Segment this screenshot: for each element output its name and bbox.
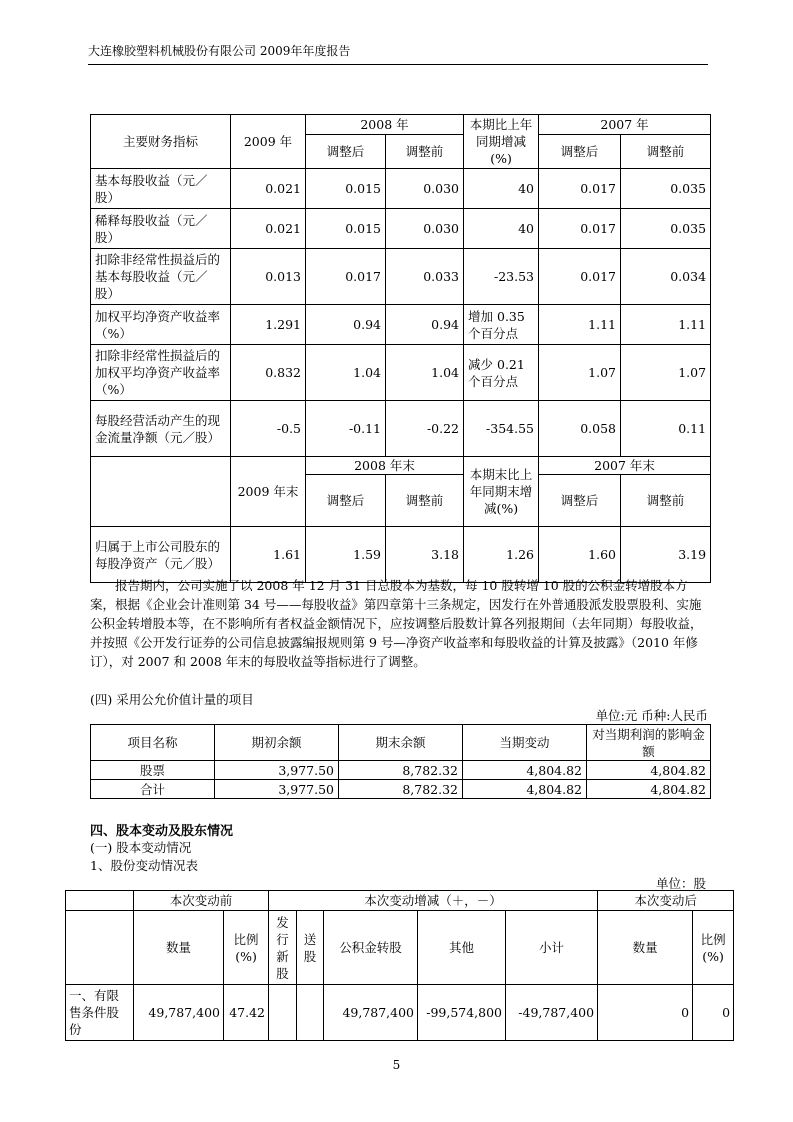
header-indicator: 主要财务指标 bbox=[91, 115, 231, 169]
sc-header-ratio-after: 比例(%) bbox=[693, 911, 734, 985]
fv-header-name: 项目名称 bbox=[91, 725, 215, 761]
cell-2009: 0.832 bbox=[231, 345, 306, 401]
row-label: 每股经营活动产生的现金流量净额（元／股） bbox=[91, 401, 231, 457]
cell-2007-after: 0.058 bbox=[539, 401, 621, 457]
share-change-table bbox=[65, 890, 734, 1041]
cell-2009: 0.021 bbox=[231, 209, 306, 249]
header-change: 本期比上年同期增减(%) bbox=[464, 115, 539, 169]
sc-header-change: 本次变动增减（＋，－） bbox=[269, 891, 598, 911]
sc-header-subtotal: 小计 bbox=[506, 911, 598, 985]
sc-header-ratio: 比例(%) bbox=[224, 911, 269, 985]
fv-cell-name: 合计 bbox=[91, 780, 215, 799]
sc-header-after: 本次变动后 bbox=[598, 891, 734, 911]
cell-change: 40 bbox=[464, 209, 539, 249]
cell-2007-after: 1.60 bbox=[539, 527, 621, 583]
cell-2008-before: 1.04 bbox=[386, 345, 464, 401]
section4-sub1: (一) 股本变动情况 bbox=[90, 840, 192, 855]
cell-change: 增加 0.35 个百分点 bbox=[464, 305, 539, 345]
cell-2008-before: -0.22 bbox=[386, 401, 464, 457]
page-header bbox=[88, 42, 708, 65]
sc-header-blank bbox=[66, 891, 134, 911]
sc-row-label: 一、有限售条件股份 bbox=[66, 985, 134, 1041]
sc-cell-ratio-after: 0 bbox=[693, 985, 734, 1041]
header-2008-adjusted-before: 调整前 bbox=[386, 135, 464, 169]
row-label: 扣除非经常性损益后的基本每股收益（元／股） bbox=[91, 249, 231, 305]
cell-2008-after: 0.015 bbox=[306, 209, 386, 249]
cell-change: -354.55 bbox=[464, 401, 539, 457]
table-row bbox=[91, 761, 711, 780]
cell-2007-after: 0.017 bbox=[539, 169, 621, 209]
section4-title: 四、股本变动及股东情况 bbox=[90, 824, 234, 839]
sc-cell-other: -99,574,800 bbox=[418, 985, 506, 1041]
fv-cell-impact: 4,804.82 bbox=[587, 761, 711, 780]
cell-2008-after: 1.04 bbox=[306, 345, 386, 401]
fv-cell-name: 股票 bbox=[91, 761, 215, 780]
cell-2009: 1.291 bbox=[231, 305, 306, 345]
fv-cell-close: 8,782.32 bbox=[339, 780, 463, 799]
fair-value-table bbox=[90, 724, 711, 799]
header-2009: 2009 年 bbox=[231, 115, 306, 169]
adjustment-paragraph: 报告期内，公司实施了以 2008 年 12 月 31 日总股本为基数，每 10 股转增 10 股的公积金转增股本方案，根据《企业会计准则第 34 号——每股收益》第四章第十三条规定，因发行在外普通股派发股票股利、实施公积金转增股本等，在不影响所有者权益金额情况下，应按调整后股数计算各列报期间（去年同期）每股收益，并按照《公开发行证券的公司信息披露编报规则第 9 号—净资产收益率和每股收益的计算及披露》（2010 年修订），对 2007 和 2008 年末的每股收益等指标进行了调整。 bbox=[90, 578, 703, 669]
fv-cell-open: 3,977.50 bbox=[215, 780, 339, 799]
table-row bbox=[66, 985, 734, 1041]
table-row bbox=[91, 780, 711, 799]
sc-header-before: 本次变动前 bbox=[134, 891, 269, 911]
table-row bbox=[91, 401, 711, 457]
table-row bbox=[91, 209, 711, 249]
header-2009-end: 2009 年末 bbox=[231, 457, 306, 527]
cell-2008-before: 3.18 bbox=[386, 527, 464, 583]
page-number: 5 bbox=[392, 1058, 401, 1072]
fv-cell-change: 4,804.82 bbox=[463, 780, 587, 799]
fv-cell-impact: 4,804.82 bbox=[587, 780, 711, 799]
sc-header-qty: 数量 bbox=[134, 911, 224, 985]
table-row bbox=[91, 169, 711, 209]
cell-2008-after: 0.015 bbox=[306, 169, 386, 209]
cell-2007-before: 0.11 bbox=[621, 401, 711, 457]
fv-cell-close: 8,782.32 bbox=[339, 761, 463, 780]
header-2008-end-adjusted-before: 调整前 bbox=[386, 475, 464, 527]
cell-change: 40 bbox=[464, 169, 539, 209]
sc-header-other: 其他 bbox=[418, 911, 506, 985]
fv-header-change: 当期变动 bbox=[463, 725, 587, 761]
fair-value-unit: 单位:元 币种:人民币 bbox=[595, 708, 708, 723]
cell-2008-after: 0.017 bbox=[306, 249, 386, 305]
cell-change: 减少 0.21 个百分点 bbox=[464, 345, 539, 401]
header-change-end: 本期末比上年同期末增减(%) bbox=[464, 457, 539, 527]
cell-change: 1.26 bbox=[464, 527, 539, 583]
sc-header-issue: 发行新股 bbox=[269, 911, 297, 985]
fv-header-open: 期初余额 bbox=[215, 725, 339, 761]
cell-2007-before: 0.035 bbox=[621, 209, 711, 249]
header-2007-end-adjusted-after: 调整后 bbox=[539, 475, 621, 527]
cell-2008-before: 0.94 bbox=[386, 305, 464, 345]
fv-header-close: 期末余额 bbox=[339, 725, 463, 761]
section4-unit: 单位：股 bbox=[655, 876, 706, 891]
cell-2007-after: 1.07 bbox=[539, 345, 621, 401]
header-2008-adjusted-after: 调整后 bbox=[306, 135, 386, 169]
cell-2008-after: -0.11 bbox=[306, 401, 386, 457]
cell-2007-before: 0.035 bbox=[621, 169, 711, 209]
cell-2009: -0.5 bbox=[231, 401, 306, 457]
sc-header-blank-2 bbox=[66, 911, 134, 985]
header-2008-end: 2008 年末 bbox=[306, 457, 464, 475]
cell-2007-before: 0.034 bbox=[621, 249, 711, 305]
cell-2009: 0.021 bbox=[231, 169, 306, 209]
cell-2007-before: 3.19 bbox=[621, 527, 711, 583]
sc-cell-qty-after: 0 bbox=[598, 985, 693, 1041]
fv-cell-open: 3,977.50 bbox=[215, 761, 339, 780]
cell-2008-before: 0.030 bbox=[386, 169, 464, 209]
cell-2007-after: 1.11 bbox=[539, 305, 621, 345]
table-row bbox=[91, 345, 711, 401]
cell-2007-before: 1.11 bbox=[621, 305, 711, 345]
cell-2008-after: 0.94 bbox=[306, 305, 386, 345]
sc-cell-ratio: 47.42 bbox=[224, 985, 269, 1041]
header-2007-adjusted-before: 调整前 bbox=[621, 135, 711, 169]
header-2008-end-adjusted-after: 调整后 bbox=[306, 475, 386, 527]
row-label: 加权平均净资产收益率（%） bbox=[91, 305, 231, 345]
sc-cell-subtotal: -49,787,400 bbox=[506, 985, 598, 1041]
row-label: 基本每股收益（元／股） bbox=[91, 169, 231, 209]
sc-cell-issue bbox=[269, 985, 297, 1041]
sc-cell-reserve: 49,787,400 bbox=[324, 985, 418, 1041]
cell-2007-after: 0.017 bbox=[539, 209, 621, 249]
table-row bbox=[91, 527, 711, 583]
cell-change: -23.53 bbox=[464, 249, 539, 305]
cell-2009: 0.013 bbox=[231, 249, 306, 305]
header-2007-end-adjusted-before: 调整前 bbox=[621, 475, 711, 527]
header-2008: 2008 年 bbox=[306, 115, 464, 135]
cell-2008-after: 1.59 bbox=[306, 527, 386, 583]
sc-header-bonus: 送股 bbox=[297, 911, 324, 985]
table-row bbox=[91, 305, 711, 345]
row-label: 扣除非经常性损益后的加权平均净资产收益率（%） bbox=[91, 345, 231, 401]
cell-2009: 1.61 bbox=[231, 527, 306, 583]
header-blank bbox=[91, 457, 231, 527]
cell-2008-before: 0.030 bbox=[386, 209, 464, 249]
header-title: 大连橡胶塑料机械股份有限公司 2009年年度报告 bbox=[88, 44, 351, 58]
fv-header-impact: 对当期利润的影响金额 bbox=[587, 725, 711, 761]
fair-value-title: (四) 采用公允价值计量的项目 bbox=[90, 692, 254, 707]
header-2007-end: 2007 年末 bbox=[539, 457, 711, 475]
cell-2007-before: 1.07 bbox=[621, 345, 711, 401]
fv-cell-change: 4,804.82 bbox=[463, 761, 587, 780]
financial-indicators-table bbox=[90, 114, 711, 583]
header-2007: 2007 年 bbox=[539, 115, 711, 135]
cell-2008-before: 0.033 bbox=[386, 249, 464, 305]
row-label: 稀释每股收益（元／股） bbox=[91, 209, 231, 249]
table-row bbox=[91, 249, 711, 305]
sc-cell-qty: 49,787,400 bbox=[134, 985, 224, 1041]
header-2007-adjusted-after: 调整后 bbox=[539, 135, 621, 169]
sc-header-qty-after: 数量 bbox=[598, 911, 693, 985]
cell-2007-after: 0.017 bbox=[539, 249, 621, 305]
section4-sub2: 1、股份变动情况表 bbox=[90, 858, 198, 873]
sc-cell-bonus bbox=[297, 985, 324, 1041]
sc-header-reserve: 公积金转股 bbox=[324, 911, 418, 985]
row-label: 归属于上市公司股东的每股净资产（元／股） bbox=[91, 527, 231, 583]
